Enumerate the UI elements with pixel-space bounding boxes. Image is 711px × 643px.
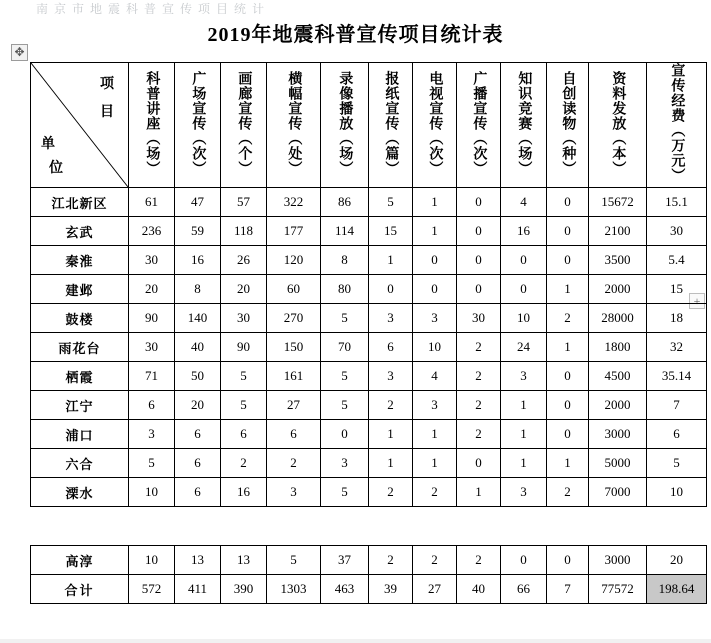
table-row — [31, 217, 707, 246]
cell-value: 47 — [175, 188, 221, 217]
cell-value: 16 — [501, 217, 547, 246]
cell-value: 2 — [457, 391, 501, 420]
cell-value: 1 — [369, 246, 413, 275]
gap-cell — [413, 507, 457, 546]
cell-value: 1 — [413, 420, 457, 449]
cell-value: 7 — [547, 575, 589, 604]
cell-value: 28000 — [589, 304, 647, 333]
row-label: 江宁 — [31, 391, 129, 420]
cell-value: 6 — [267, 420, 321, 449]
cell-value: 20 — [175, 391, 221, 420]
cell-value: 70 — [321, 333, 369, 362]
cell-value: 0 — [547, 362, 589, 391]
cell-value: 236 — [129, 217, 175, 246]
cell-value: 150 — [267, 333, 321, 362]
gap-cell — [129, 507, 175, 546]
gap-cell — [547, 507, 589, 546]
column-header-2 — [175, 63, 221, 188]
cell-value: 1303 — [267, 575, 321, 604]
statistics-table-wrapper — [30, 62, 695, 604]
column-header-label: 资料发放（本） — [610, 70, 626, 176]
gap-cell — [221, 507, 267, 546]
cell-value: 2 — [547, 478, 589, 507]
corner-label-item-1: 项 — [100, 77, 120, 92]
cell-value: 0 — [457, 275, 501, 304]
cell-value: 16 — [221, 478, 267, 507]
cell-value: 27 — [267, 391, 321, 420]
row-label: 玄武 — [31, 217, 129, 246]
cell-value: 57 — [221, 188, 267, 217]
cell-value: 3 — [267, 478, 321, 507]
cell-value: 7000 — [589, 478, 647, 507]
cell-value: 77572 — [589, 575, 647, 604]
cell-value: 39 — [369, 575, 413, 604]
gap-cell — [267, 507, 321, 546]
column-header-3 — [221, 63, 267, 188]
cell-value: 3500 — [589, 246, 647, 275]
cell-value: 18 — [647, 304, 707, 333]
cell-value: 1 — [413, 188, 457, 217]
cell-value: 20 — [221, 275, 267, 304]
cell-value: 59 — [175, 217, 221, 246]
cell-value: 6 — [175, 478, 221, 507]
cell-value: 7 — [647, 391, 707, 420]
cell-value: 2 — [413, 546, 457, 575]
cell-value: 5 — [129, 449, 175, 478]
column-header-12 — [647, 63, 707, 188]
cell-value: 15 — [369, 217, 413, 246]
cell-value: 66 — [501, 575, 547, 604]
cell-value: 10 — [413, 333, 457, 362]
cell-value: 270 — [267, 304, 321, 333]
cell-value: 0 — [501, 275, 547, 304]
cell-value: 10 — [129, 546, 175, 575]
cell-value: 1 — [501, 391, 547, 420]
cell-value: 5 — [221, 391, 267, 420]
cell-value: 0 — [547, 420, 589, 449]
cell-value: 35.14 — [647, 362, 707, 391]
gap-cell — [589, 507, 647, 546]
row-label: 六合 — [31, 449, 129, 478]
column-header-5 — [321, 63, 369, 188]
row-label: 雨花台 — [31, 333, 129, 362]
cell-value: 1 — [369, 420, 413, 449]
cell-value: 15.1 — [647, 188, 707, 217]
cell-value: 30 — [647, 217, 707, 246]
cell-value: 3 — [129, 420, 175, 449]
cell-value: 3 — [413, 304, 457, 333]
table-row — [31, 333, 707, 362]
cell-value: 2 — [457, 420, 501, 449]
cell-value: 3 — [369, 304, 413, 333]
row-label: 合计 — [31, 575, 129, 604]
page-title: 2019年地震科普宣传项目统计表 — [207, 24, 504, 46]
cell-value: 0 — [369, 275, 413, 304]
gap-cell — [369, 507, 413, 546]
cell-value: 5 — [267, 546, 321, 575]
cell-value: 5000 — [589, 449, 647, 478]
cell-value: 1 — [501, 449, 547, 478]
column-header-label: 科普讲座（场） — [144, 70, 160, 176]
table-row — [31, 304, 707, 333]
table-row — [31, 478, 707, 507]
column-header-7 — [413, 63, 457, 188]
cell-value: 8 — [175, 275, 221, 304]
column-header-9 — [501, 63, 547, 188]
cell-value: 15 — [647, 275, 707, 304]
cell-value: 2 — [547, 304, 589, 333]
cell-value: 6 — [175, 449, 221, 478]
cell-value: 10 — [129, 478, 175, 507]
cell-value: 463 — [321, 575, 369, 604]
table-row — [31, 449, 707, 478]
column-header-label: 自创读物（种） — [560, 70, 576, 176]
cell-value: 3 — [501, 362, 547, 391]
cell-value: 20 — [647, 546, 707, 575]
column-header-label: 画廊宣传（个） — [236, 70, 252, 176]
cell-value: 30 — [129, 246, 175, 275]
cell-value: 4 — [413, 362, 457, 391]
cell-value: 30 — [129, 333, 175, 362]
cell-value: 0 — [547, 546, 589, 575]
row-label: 高淳 — [31, 546, 129, 575]
column-header-11 — [589, 63, 647, 188]
table-total-row — [31, 575, 707, 604]
cell-value: 161 — [267, 362, 321, 391]
cell-value: 1 — [547, 449, 589, 478]
gap-cell — [501, 507, 547, 546]
cell-value: 40 — [175, 333, 221, 362]
cell-value: 3 — [501, 478, 547, 507]
cell-value: 2 — [457, 362, 501, 391]
row-label: 浦口 — [31, 420, 129, 449]
cell-value: 5 — [369, 188, 413, 217]
cell-value: 4 — [501, 188, 547, 217]
cell-value: 30 — [221, 304, 267, 333]
column-header-label: 宣传经费（万元） — [669, 63, 685, 183]
faint-page-header: 南京市地震科普宣传项目统计 — [36, 2, 271, 14]
cell-value: 20 — [129, 275, 175, 304]
table-row — [31, 275, 707, 304]
table-move-handle[interactable]: ✥ — [11, 44, 28, 61]
cell-value: 177 — [267, 217, 321, 246]
cell-value: 5 — [221, 362, 267, 391]
cell-value: 5 — [321, 391, 369, 420]
cell-value: 2 — [369, 546, 413, 575]
cell-value: 2000 — [589, 275, 647, 304]
gap-cell — [321, 507, 369, 546]
corner-label-item-2: 目 — [100, 105, 120, 120]
gap-cell — [31, 507, 129, 546]
cell-value: 6 — [647, 420, 707, 449]
table-gap-row — [31, 507, 707, 546]
horizontal-scrollbar[interactable] — [0, 639, 711, 643]
cell-value: 13 — [175, 546, 221, 575]
cell-value: 60 — [267, 275, 321, 304]
cell-value: 2000 — [589, 391, 647, 420]
column-header-6 — [369, 63, 413, 188]
cell-value: 5.4 — [647, 246, 707, 275]
column-header-label: 录像播放（场） — [337, 70, 353, 176]
column-header-4 — [267, 63, 321, 188]
cell-value: 26 — [221, 246, 267, 275]
cell-value: 2 — [221, 449, 267, 478]
table-row — [31, 391, 707, 420]
header-corner-cell — [31, 63, 129, 188]
table-row — [31, 546, 707, 575]
cell-value: 411 — [175, 575, 221, 604]
cell-value: 198.64 — [647, 575, 707, 604]
column-header-label: 知识竞赛（场） — [516, 70, 532, 176]
cell-value: 2100 — [589, 217, 647, 246]
cell-value: 10 — [647, 478, 707, 507]
row-label: 栖霞 — [31, 362, 129, 391]
cell-value: 0 — [457, 217, 501, 246]
cell-value: 4500 — [589, 362, 647, 391]
cell-value: 0 — [457, 188, 501, 217]
cell-value: 16 — [175, 246, 221, 275]
cell-value: 13 — [221, 546, 267, 575]
gap-cell — [457, 507, 501, 546]
cell-value: 1 — [457, 478, 501, 507]
cell-value: 572 — [129, 575, 175, 604]
cell-value: 1 — [413, 449, 457, 478]
column-header-label: 报纸宣传（篇） — [383, 70, 399, 176]
gap-cell — [175, 507, 221, 546]
cell-value: 114 — [321, 217, 369, 246]
corner-label-unit-1: 单 — [41, 137, 55, 152]
cell-value: 6 — [175, 420, 221, 449]
add-column-button[interactable]: + — [689, 293, 705, 309]
cell-value: 15672 — [589, 188, 647, 217]
cell-value: 2 — [457, 333, 501, 362]
cell-value: 1 — [413, 217, 457, 246]
cell-value: 3 — [413, 391, 457, 420]
cell-value: 1 — [369, 449, 413, 478]
cell-value: 2 — [267, 449, 321, 478]
cell-value: 2 — [413, 478, 457, 507]
cell-value: 1 — [547, 333, 589, 362]
cell-value: 120 — [267, 246, 321, 275]
cell-value: 24 — [501, 333, 547, 362]
cell-value: 0 — [547, 188, 589, 217]
corner-label-unit-2: 位 — [49, 161, 63, 176]
cell-value: 0 — [457, 246, 501, 275]
cell-value: 140 — [175, 304, 221, 333]
cell-value: 37 — [321, 546, 369, 575]
row-label: 秦淮 — [31, 246, 129, 275]
cell-value: 5 — [321, 362, 369, 391]
cell-value: 0 — [501, 246, 547, 275]
cell-value: 71 — [129, 362, 175, 391]
column-header-8 — [457, 63, 501, 188]
row-label: 建邺 — [31, 275, 129, 304]
cell-value: 27 — [413, 575, 457, 604]
row-label: 溧水 — [31, 478, 129, 507]
cell-value: 80 — [321, 275, 369, 304]
cell-value: 6 — [369, 333, 413, 362]
statistics-table — [30, 62, 707, 604]
cell-value: 30 — [457, 304, 501, 333]
column-header-10 — [547, 63, 589, 188]
cell-value: 0 — [457, 449, 501, 478]
table-row — [31, 188, 707, 217]
cell-value: 40 — [457, 575, 501, 604]
cell-value: 2 — [369, 478, 413, 507]
column-header-label: 电视宣传（次） — [427, 70, 443, 176]
cell-value: 90 — [221, 333, 267, 362]
cell-value: 2 — [457, 546, 501, 575]
cell-value: 0 — [321, 420, 369, 449]
cell-value: 0 — [501, 546, 547, 575]
cell-value: 5 — [321, 304, 369, 333]
cell-value: 0 — [547, 246, 589, 275]
table-body — [31, 63, 707, 604]
cell-value: 3 — [321, 449, 369, 478]
row-label: 江北新区 — [31, 188, 129, 217]
cell-value: 90 — [129, 304, 175, 333]
cell-value: 6 — [129, 391, 175, 420]
column-header-label: 横幅宣传（处） — [286, 70, 302, 176]
cell-value: 5 — [321, 478, 369, 507]
table-row — [31, 420, 707, 449]
cell-value: 3000 — [589, 546, 647, 575]
table-row — [31, 362, 707, 391]
cell-value: 390 — [221, 575, 267, 604]
cell-value: 2 — [369, 391, 413, 420]
gap-cell — [647, 507, 707, 546]
column-header-1 — [129, 63, 175, 188]
cell-value: 50 — [175, 362, 221, 391]
cell-value: 10 — [501, 304, 547, 333]
cell-value: 6 — [221, 420, 267, 449]
table-row — [31, 246, 707, 275]
cell-value: 0 — [547, 391, 589, 420]
cell-value: 0 — [413, 275, 457, 304]
row-label: 鼓楼 — [31, 304, 129, 333]
cell-value: 3000 — [589, 420, 647, 449]
column-header-label: 广播宣传（次） — [471, 70, 487, 176]
cell-value: 322 — [267, 188, 321, 217]
column-header-label: 广场宣传（次） — [190, 70, 206, 176]
cell-value: 1800 — [589, 333, 647, 362]
cell-value: 8 — [321, 246, 369, 275]
cell-value: 32 — [647, 333, 707, 362]
cell-value: 1 — [547, 275, 589, 304]
table-header-row — [31, 63, 707, 188]
cell-value: 118 — [221, 217, 267, 246]
cell-value: 5 — [647, 449, 707, 478]
cell-value: 0 — [413, 246, 457, 275]
cell-value: 1 — [501, 420, 547, 449]
cell-value: 0 — [547, 217, 589, 246]
cell-value: 61 — [129, 188, 175, 217]
cell-value: 86 — [321, 188, 369, 217]
cell-value: 3 — [369, 362, 413, 391]
